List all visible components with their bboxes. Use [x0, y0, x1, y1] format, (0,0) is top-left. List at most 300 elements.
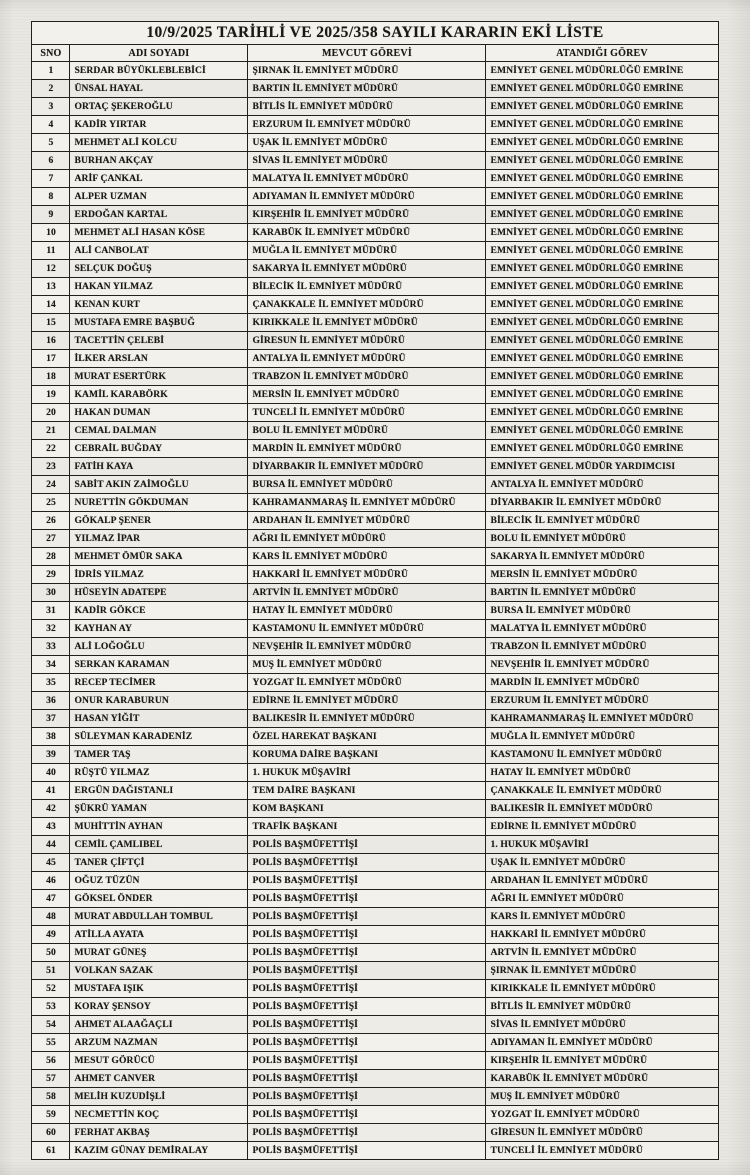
decree-annex-table: [31, 21, 718, 1160]
assigned-duty: ERZURUM İL EMNİYET MÜDÜRÜ: [486, 692, 718, 710]
row-number: 22: [32, 440, 70, 458]
table-row: [32, 674, 718, 692]
table-row: [32, 530, 718, 548]
table-row: [32, 584, 718, 602]
person-name: GÖKSEL ÖNDER: [70, 890, 248, 908]
person-name: MURAT ESERTÜRK: [70, 368, 248, 386]
table-row: [32, 62, 718, 80]
row-number: 14: [32, 296, 70, 314]
table-row: [32, 260, 718, 278]
current-duty: POLİS BAŞMÜFETTİŞİ: [248, 1142, 486, 1160]
current-duty: KOM BAŞKANI: [248, 800, 486, 818]
assigned-duty: YOZGAT İL EMNİYET MÜDÜRÜ: [486, 1106, 718, 1124]
current-duty: ÖZEL HAREKAT BAŞKANI: [248, 728, 486, 746]
person-name: ONUR KARABURUN: [70, 692, 248, 710]
current-duty: POLİS BAŞMÜFETTİŞİ: [248, 1052, 486, 1070]
assigned-duty: ŞIRNAK İL EMNİYET MÜDÜRÜ: [486, 962, 718, 980]
current-duty: BARTIN İL EMNİYET MÜDÜRÜ: [248, 80, 486, 98]
row-number: 4: [32, 116, 70, 134]
row-number: 21: [32, 422, 70, 440]
row-number: 55: [32, 1034, 70, 1052]
row-number: 37: [32, 710, 70, 728]
current-duty: ARDAHAN İL EMNİYET MÜDÜRÜ: [248, 512, 486, 530]
row-number: 25: [32, 494, 70, 512]
person-name: ARZUM NAZMAN: [70, 1034, 248, 1052]
table-row: [32, 134, 718, 152]
person-name: RÜŞTÜ YILMAZ: [70, 764, 248, 782]
current-duty: NEVŞEHİR İL EMNİYET MÜDÜRÜ: [248, 638, 486, 656]
assigned-duty: ÇANAKKALE İL EMNİYET MÜDÜRÜ: [486, 782, 718, 800]
current-duty: BİLECİK İL EMNİYET MÜDÜRÜ: [248, 278, 486, 296]
current-duty: POLİS BAŞMÜFETTİŞİ: [248, 908, 486, 926]
assigned-duty: KARS İL EMNİYET MÜDÜRÜ: [486, 908, 718, 926]
table-row: [32, 566, 718, 584]
assigned-duty: EMNİYET GENEL MÜDÜRLÜĞÜ EMRİNE: [486, 260, 718, 278]
row-number: 51: [32, 962, 70, 980]
row-number: 46: [32, 872, 70, 890]
table-row: [32, 980, 718, 998]
title-row: [32, 22, 718, 45]
person-name: MEHMET ÖMÜR SAKA: [70, 548, 248, 566]
assigned-duty: ARTVİN İL EMNİYET MÜDÜRÜ: [486, 944, 718, 962]
person-name: SÜLEYMAN KARADENİZ: [70, 728, 248, 746]
person-name: KENAN KURT: [70, 296, 248, 314]
row-number: 23: [32, 458, 70, 476]
current-duty: ÇANAKKALE İL EMNİYET MÜDÜRÜ: [248, 296, 486, 314]
table-row: [32, 512, 718, 530]
assigned-duty: SAKARYA İL EMNİYET MÜDÜRÜ: [486, 548, 718, 566]
table-row: [32, 440, 718, 458]
person-name: KADİR GÖKCE: [70, 602, 248, 620]
row-number: 16: [32, 332, 70, 350]
assigned-duty: BALIKESİR İL EMNİYET MÜDÜRÜ: [486, 800, 718, 818]
column-header-assigned-duty: ATANDIĞI GÖREV: [486, 45, 718, 62]
row-number: 10: [32, 224, 70, 242]
assigned-duty: NEVŞEHİR İL EMNİYET MÜDÜRÜ: [486, 656, 718, 674]
person-name: SERDAR BÜYÜKLEBLEBİCİ: [70, 62, 248, 80]
table-row: [32, 422, 718, 440]
person-name: VOLKAN SAZAK: [70, 962, 248, 980]
assigned-duty: KIRIKKALE İL EMNİYET MÜDÜRÜ: [486, 980, 718, 998]
person-name: ÜNSAL HAYAL: [70, 80, 248, 98]
current-duty: POLİS BAŞMÜFETTİŞİ: [248, 836, 486, 854]
current-duty: TRABZON İL EMNİYET MÜDÜRÜ: [248, 368, 486, 386]
row-number: 45: [32, 854, 70, 872]
person-name: KORAY ŞENSOY: [70, 998, 248, 1016]
assigned-duty: EMNİYET GENEL MÜDÜRLÜĞÜ EMRİNE: [486, 98, 718, 116]
table-row: [32, 98, 718, 116]
assigned-duty: EMNİYET GENEL MÜDÜRLÜĞÜ EMRİNE: [486, 188, 718, 206]
current-duty: HAKKARİ İL EMNİYET MÜDÜRÜ: [248, 566, 486, 584]
current-duty: KIRŞEHİR İL EMNİYET MÜDÜRÜ: [248, 206, 486, 224]
assigned-duty: EMNİYET GENEL MÜDÜRLÜĞÜ EMRİNE: [486, 134, 718, 152]
row-number: 11: [32, 242, 70, 260]
current-duty: KARS İL EMNİYET MÜDÜRÜ: [248, 548, 486, 566]
row-number: 42: [32, 800, 70, 818]
table-row: [32, 1052, 718, 1070]
row-number: 56: [32, 1052, 70, 1070]
current-duty: ŞIRNAK İL EMNİYET MÜDÜRÜ: [248, 62, 486, 80]
current-duty: EDİRNE İL EMNİYET MÜDÜRÜ: [248, 692, 486, 710]
assigned-duty: BURSA İL EMNİYET MÜDÜRÜ: [486, 602, 718, 620]
table-row: [32, 836, 718, 854]
table-row: [32, 1106, 718, 1124]
row-number: 19: [32, 386, 70, 404]
row-number: 57: [32, 1070, 70, 1088]
current-duty: KAHRAMANMARAŞ İL EMNİYET MÜDÜRÜ: [248, 494, 486, 512]
assigned-duty: 1. HUKUK MÜŞAVİRİ: [486, 836, 718, 854]
table-row: [32, 998, 718, 1016]
person-name: HASAN YİĞİT: [70, 710, 248, 728]
row-number: 32: [32, 620, 70, 638]
table-row: [32, 926, 718, 944]
row-number: 6: [32, 152, 70, 170]
person-name: FERHAT AKBAŞ: [70, 1124, 248, 1142]
row-number: 34: [32, 656, 70, 674]
current-duty: BURSA İL EMNİYET MÜDÜRÜ: [248, 476, 486, 494]
assigned-duty: BOLU İL EMNİYET MÜDÜRÜ: [486, 530, 718, 548]
row-number: 26: [32, 512, 70, 530]
person-name: TACETTİN ÇELEBİ: [70, 332, 248, 350]
table-row: [32, 1142, 718, 1160]
current-duty: POLİS BAŞMÜFETTİŞİ: [248, 1124, 486, 1142]
assigned-duty: HATAY İL EMNİYET MÜDÜRÜ: [486, 764, 718, 782]
table-row: [32, 1124, 718, 1142]
table-row: [32, 314, 718, 332]
person-name: TAMER TAŞ: [70, 746, 248, 764]
current-duty: ANTALYA İL EMNİYET MÜDÜRÜ: [248, 350, 486, 368]
row-number: 44: [32, 836, 70, 854]
current-duty: TEM DAİRE BAŞKANI: [248, 782, 486, 800]
assigned-duty: EDİRNE İL EMNİYET MÜDÜRÜ: [486, 818, 718, 836]
person-name: MURAT ABDULLAH TOMBUL: [70, 908, 248, 926]
person-name: ORTAÇ ŞEKEROĞLU: [70, 98, 248, 116]
current-duty: MUĞLA İL EMNİYET MÜDÜRÜ: [248, 242, 486, 260]
assigned-duty: KAHRAMANMARAŞ İL EMNİYET MÜDÜRÜ: [486, 710, 718, 728]
person-name: MESUT GÖRÜCÜ: [70, 1052, 248, 1070]
current-duty: POLİS BAŞMÜFETTİŞİ: [248, 1016, 486, 1034]
row-number: 27: [32, 530, 70, 548]
table-row: [32, 548, 718, 566]
table-row: [32, 656, 718, 674]
assigned-duty: ARDAHAN İL EMNİYET MÜDÜRÜ: [486, 872, 718, 890]
row-number: 48: [32, 908, 70, 926]
row-number: 36: [32, 692, 70, 710]
table-row: [32, 854, 718, 872]
current-duty: MERSİN İL EMNİYET MÜDÜRÜ: [248, 386, 486, 404]
assigned-duty: EMNİYET GENEL MÜDÜRLÜĞÜ EMRİNE: [486, 314, 718, 332]
assigned-duty: KARABÜK İL EMNİYET MÜDÜRÜ: [486, 1070, 718, 1088]
assigned-duty: GİRESUN İL EMNİYET MÜDÜRÜ: [486, 1124, 718, 1142]
assigned-duty: EMNİYET GENEL MÜDÜRLÜĞÜ EMRİNE: [486, 116, 718, 134]
current-duty: POLİS BAŞMÜFETTİŞİ: [248, 1088, 486, 1106]
table-row: [32, 296, 718, 314]
assigned-duty: EMNİYET GENEL MÜDÜRLÜĞÜ EMRİNE: [486, 80, 718, 98]
person-name: NURETTİN GÖKDUMAN: [70, 494, 248, 512]
person-name: ATİLLA AYATA: [70, 926, 248, 944]
assigned-duty: BARTIN İL EMNİYET MÜDÜRÜ: [486, 584, 718, 602]
current-duty: POLİS BAŞMÜFETTİŞİ: [248, 980, 486, 998]
table-row: [32, 386, 718, 404]
person-name: ERDOĞAN KARTAL: [70, 206, 248, 224]
table-row: [32, 476, 718, 494]
person-name: ERGÜN DAĞISTANLI: [70, 782, 248, 800]
table-row: [32, 818, 718, 836]
person-name: ALPER UZMAN: [70, 188, 248, 206]
person-name: KADİR YIRTAR: [70, 116, 248, 134]
person-name: KAMİL KARABÖRK: [70, 386, 248, 404]
assigned-duty: BİTLİS İL EMNİYET MÜDÜRÜ: [486, 998, 718, 1016]
assigned-duty: UŞAK İL EMNİYET MÜDÜRÜ: [486, 854, 718, 872]
assigned-duty: KIRŞEHİR İL EMNİYET MÜDÜRÜ: [486, 1052, 718, 1070]
row-number: 1: [32, 62, 70, 80]
assigned-duty: DİYARBAKIR İL EMNİYET MÜDÜRÜ: [486, 494, 718, 512]
person-name: CEBRAİL BUĞDAY: [70, 440, 248, 458]
person-name: SABİT AKIN ZAİMOĞLU: [70, 476, 248, 494]
table-row: [32, 890, 718, 908]
assigned-duty: EMNİYET GENEL MÜDÜRLÜĞÜ EMRİNE: [486, 170, 718, 188]
assigned-duty: EMNİYET GENEL MÜDÜRLÜĞÜ EMRİNE: [486, 224, 718, 242]
table-row: [32, 1034, 718, 1052]
column-header-name: ADI SOYADI: [70, 45, 248, 62]
current-duty: AĞRI İL EMNİYET MÜDÜRÜ: [248, 530, 486, 548]
assigned-duty: EMNİYET GENEL MÜDÜR YARDIMCISI: [486, 458, 718, 476]
current-duty: DİYARBAKIR İL EMNİYET MÜDÜRÜ: [248, 458, 486, 476]
person-name: MUHİTTİN AYHAN: [70, 818, 248, 836]
row-number: 20: [32, 404, 70, 422]
table-row: [32, 908, 718, 926]
row-number: 52: [32, 980, 70, 998]
person-name: RECEP TECİMER: [70, 674, 248, 692]
row-number: 3: [32, 98, 70, 116]
row-number: 39: [32, 746, 70, 764]
current-duty: BALIKESİR İL EMNİYET MÜDÜRÜ: [248, 710, 486, 728]
table-row: [32, 152, 718, 170]
current-duty: KIRIKKALE İL EMNİYET MÜDÜRÜ: [248, 314, 486, 332]
row-number: 43: [32, 818, 70, 836]
assigned-duty: EMNİYET GENEL MÜDÜRLÜĞÜ EMRİNE: [486, 422, 718, 440]
person-name: İLKER ARSLAN: [70, 350, 248, 368]
person-name: SELÇUK DOĞUŞ: [70, 260, 248, 278]
table-row: [32, 620, 718, 638]
current-duty: MALATYA İL EMNİYET MÜDÜRÜ: [248, 170, 486, 188]
current-duty: POLİS BAŞMÜFETTİŞİ: [248, 854, 486, 872]
person-name: YILMAZ İPAR: [70, 530, 248, 548]
person-name: MEHMET ALİ KOLCU: [70, 134, 248, 152]
row-number: 31: [32, 602, 70, 620]
current-duty: POLİS BAŞMÜFETTİŞİ: [248, 962, 486, 980]
person-name: AHMET CANVER: [70, 1070, 248, 1088]
table-row: [32, 800, 718, 818]
table-row: [32, 494, 718, 512]
current-duty: SİVAS İL EMNİYET MÜDÜRÜ: [248, 152, 486, 170]
current-duty: POLİS BAŞMÜFETTİŞİ: [248, 1106, 486, 1124]
table-row: [32, 1088, 718, 1106]
row-number: 18: [32, 368, 70, 386]
assigned-duty: SİVAS İL EMNİYET MÜDÜRÜ: [486, 1016, 718, 1034]
assigned-duty: AĞRI İL EMNİYET MÜDÜRÜ: [486, 890, 718, 908]
table-row: [32, 116, 718, 134]
table-row: [32, 728, 718, 746]
person-name: GÖKALP ŞENER: [70, 512, 248, 530]
person-name: FATİH KAYA: [70, 458, 248, 476]
table-row: [32, 602, 718, 620]
person-name: SERKAN KARAMAN: [70, 656, 248, 674]
row-number: 54: [32, 1016, 70, 1034]
person-name: KAYHAN AY: [70, 620, 248, 638]
row-number: 38: [32, 728, 70, 746]
current-duty: POLİS BAŞMÜFETTİŞİ: [248, 890, 486, 908]
table-row: [32, 1070, 718, 1088]
person-name: AHMET ALAAĞAÇLI: [70, 1016, 248, 1034]
assigned-duty: BİLECİK İL EMNİYET MÜDÜRÜ: [486, 512, 718, 530]
assigned-duty: EMNİYET GENEL MÜDÜRLÜĞÜ EMRİNE: [486, 386, 718, 404]
assigned-duty: EMNİYET GENEL MÜDÜRLÜĞÜ EMRİNE: [486, 62, 718, 80]
table-body: [32, 62, 718, 1160]
current-duty: ERZURUM İL EMNİYET MÜDÜRÜ: [248, 116, 486, 134]
assigned-duty: HAKKARİ İL EMNİYET MÜDÜRÜ: [486, 926, 718, 944]
assigned-duty: EMNİYET GENEL MÜDÜRLÜĞÜ EMRİNE: [486, 278, 718, 296]
column-header-current-duty: MEVCUT GÖREVİ: [248, 45, 486, 62]
table-row: [32, 692, 718, 710]
row-number: 33: [32, 638, 70, 656]
row-number: 47: [32, 890, 70, 908]
current-duty: YOZGAT İL EMNİYET MÜDÜRÜ: [248, 674, 486, 692]
current-duty: KARABÜK İL EMNİYET MÜDÜRÜ: [248, 224, 486, 242]
table-row: [32, 1016, 718, 1034]
row-number: 12: [32, 260, 70, 278]
person-name: MUSTAFA EMRE BAŞBUĞ: [70, 314, 248, 332]
current-duty: POLİS BAŞMÜFETTİŞİ: [248, 872, 486, 890]
row-number: 53: [32, 998, 70, 1016]
row-number: 49: [32, 926, 70, 944]
row-number: 2: [32, 80, 70, 98]
row-number: 60: [32, 1124, 70, 1142]
current-duty: BİTLİS İL EMNİYET MÜDÜRÜ: [248, 98, 486, 116]
assigned-duty: ANTALYA İL EMNİYET MÜDÜRÜ: [486, 476, 718, 494]
assigned-duty: EMNİYET GENEL MÜDÜRLÜĞÜ EMRİNE: [486, 206, 718, 224]
person-name: ŞÜKRÜ YAMAN: [70, 800, 248, 818]
row-number: 13: [32, 278, 70, 296]
table-row: [32, 224, 718, 242]
table-row: [32, 206, 718, 224]
column-header-sno: SNO: [32, 45, 70, 62]
current-duty: ARTVİN İL EMNİYET MÜDÜRÜ: [248, 584, 486, 602]
current-duty: 1. HUKUK MÜŞAVİRİ: [248, 764, 486, 782]
table-row: [32, 458, 718, 476]
current-duty: POLİS BAŞMÜFETTİŞİ: [248, 926, 486, 944]
document-title: 10/9/2025 TARİHLİ VE 2025/358 SAYILI KARARIN EKİ LİSTE: [32, 22, 718, 45]
row-number: 29: [32, 566, 70, 584]
assigned-duty: EMNİYET GENEL MÜDÜRLÜĞÜ EMRİNE: [486, 152, 718, 170]
table-row: [32, 188, 718, 206]
table-row: [32, 368, 718, 386]
current-duty: KASTAMONU İL EMNİYET MÜDÜRÜ: [248, 620, 486, 638]
assigned-duty: MARDİN İL EMNİYET MÜDÜRÜ: [486, 674, 718, 692]
table-row: [32, 332, 718, 350]
current-duty: TUNCELİ İL EMNİYET MÜDÜRÜ: [248, 404, 486, 422]
table-row: [32, 944, 718, 962]
person-name: ARİF ÇANKAL: [70, 170, 248, 188]
row-number: 50: [32, 944, 70, 962]
table-row: [32, 764, 718, 782]
current-duty: POLİS BAŞMÜFETTİŞİ: [248, 1034, 486, 1052]
table-row: [32, 278, 718, 296]
assigned-duty: EMNİYET GENEL MÜDÜRLÜĞÜ EMRİNE: [486, 350, 718, 368]
assigned-duty: ADIYAMAN İL EMNİYET MÜDÜRÜ: [486, 1034, 718, 1052]
column-header-row: [32, 45, 718, 62]
row-number: 24: [32, 476, 70, 494]
current-duty: POLİS BAŞMÜFETTİŞİ: [248, 944, 486, 962]
row-number: 59: [32, 1106, 70, 1124]
row-number: 15: [32, 314, 70, 332]
table-row: [32, 638, 718, 656]
assigned-duty: EMNİYET GENEL MÜDÜRLÜĞÜ EMRİNE: [486, 368, 718, 386]
assigned-duty: TRABZON İL EMNİYET MÜDÜRÜ: [486, 638, 718, 656]
row-number: 30: [32, 584, 70, 602]
current-duty: SAKARYA İL EMNİYET MÜDÜRÜ: [248, 260, 486, 278]
current-duty: KORUMA DAİRE BAŞKANI: [248, 746, 486, 764]
assigned-duty: KASTAMONU İL EMNİYET MÜDÜRÜ: [486, 746, 718, 764]
person-name: İDRİS YILMAZ: [70, 566, 248, 584]
assigned-duty: TUNCELİ İL EMNİYET MÜDÜRÜ: [486, 1142, 718, 1160]
row-number: 7: [32, 170, 70, 188]
person-name: BURHAN AKÇAY: [70, 152, 248, 170]
table-row: [32, 746, 718, 764]
table-row: [32, 710, 718, 728]
assigned-duty: MERSİN İL EMNİYET MÜDÜRÜ: [486, 566, 718, 584]
table-row: [32, 242, 718, 260]
person-name: MEHMET ALİ HASAN KÖSE: [70, 224, 248, 242]
table-row: [32, 872, 718, 890]
person-name: OĞUZ TÜZÜN: [70, 872, 248, 890]
table-row: [32, 80, 718, 98]
person-name: MUSTAFA IŞIK: [70, 980, 248, 998]
current-duty: POLİS BAŞMÜFETTİŞİ: [248, 1070, 486, 1088]
table-row: [32, 962, 718, 980]
person-name: ALİ CANBOLAT: [70, 242, 248, 260]
row-number: 40: [32, 764, 70, 782]
table-row: [32, 170, 718, 188]
row-number: 58: [32, 1088, 70, 1106]
row-number: 61: [32, 1142, 70, 1160]
assigned-duty: MUĞLA İL EMNİYET MÜDÜRÜ: [486, 728, 718, 746]
assigned-duty: EMNİYET GENEL MÜDÜRLÜĞÜ EMRİNE: [486, 332, 718, 350]
assigned-duty: EMNİYET GENEL MÜDÜRLÜĞÜ EMRİNE: [486, 440, 718, 458]
assigned-duty: MUŞ İL EMNİYET MÜDÜRÜ: [486, 1088, 718, 1106]
assigned-duty: EMNİYET GENEL MÜDÜRLÜĞÜ EMRİNE: [486, 242, 718, 260]
row-number: 41: [32, 782, 70, 800]
person-name: HAKAN YILMAZ: [70, 278, 248, 296]
person-name: HÜSEYİN ADATEPE: [70, 584, 248, 602]
table-row: [32, 404, 718, 422]
person-name: MURAT GÜNEŞ: [70, 944, 248, 962]
current-duty: BOLU İL EMNİYET MÜDÜRÜ: [248, 422, 486, 440]
current-duty: MUŞ İL EMNİYET MÜDÜRÜ: [248, 656, 486, 674]
person-name: NECMETTİN KOÇ: [70, 1106, 248, 1124]
person-name: ALİ LOĞOĞLU: [70, 638, 248, 656]
row-number: 17: [32, 350, 70, 368]
current-duty: POLİS BAŞMÜFETTİŞİ: [248, 998, 486, 1016]
row-number: 35: [32, 674, 70, 692]
row-number: 28: [32, 548, 70, 566]
row-number: 5: [32, 134, 70, 152]
assigned-duty: EMNİYET GENEL MÜDÜRLÜĞÜ EMRİNE: [486, 404, 718, 422]
current-duty: GİRESUN İL EMNİYET MÜDÜRÜ: [248, 332, 486, 350]
current-duty: UŞAK İL EMNİYET MÜDÜRÜ: [248, 134, 486, 152]
current-duty: MARDİN İL EMNİYET MÜDÜRÜ: [248, 440, 486, 458]
row-number: 8: [32, 188, 70, 206]
